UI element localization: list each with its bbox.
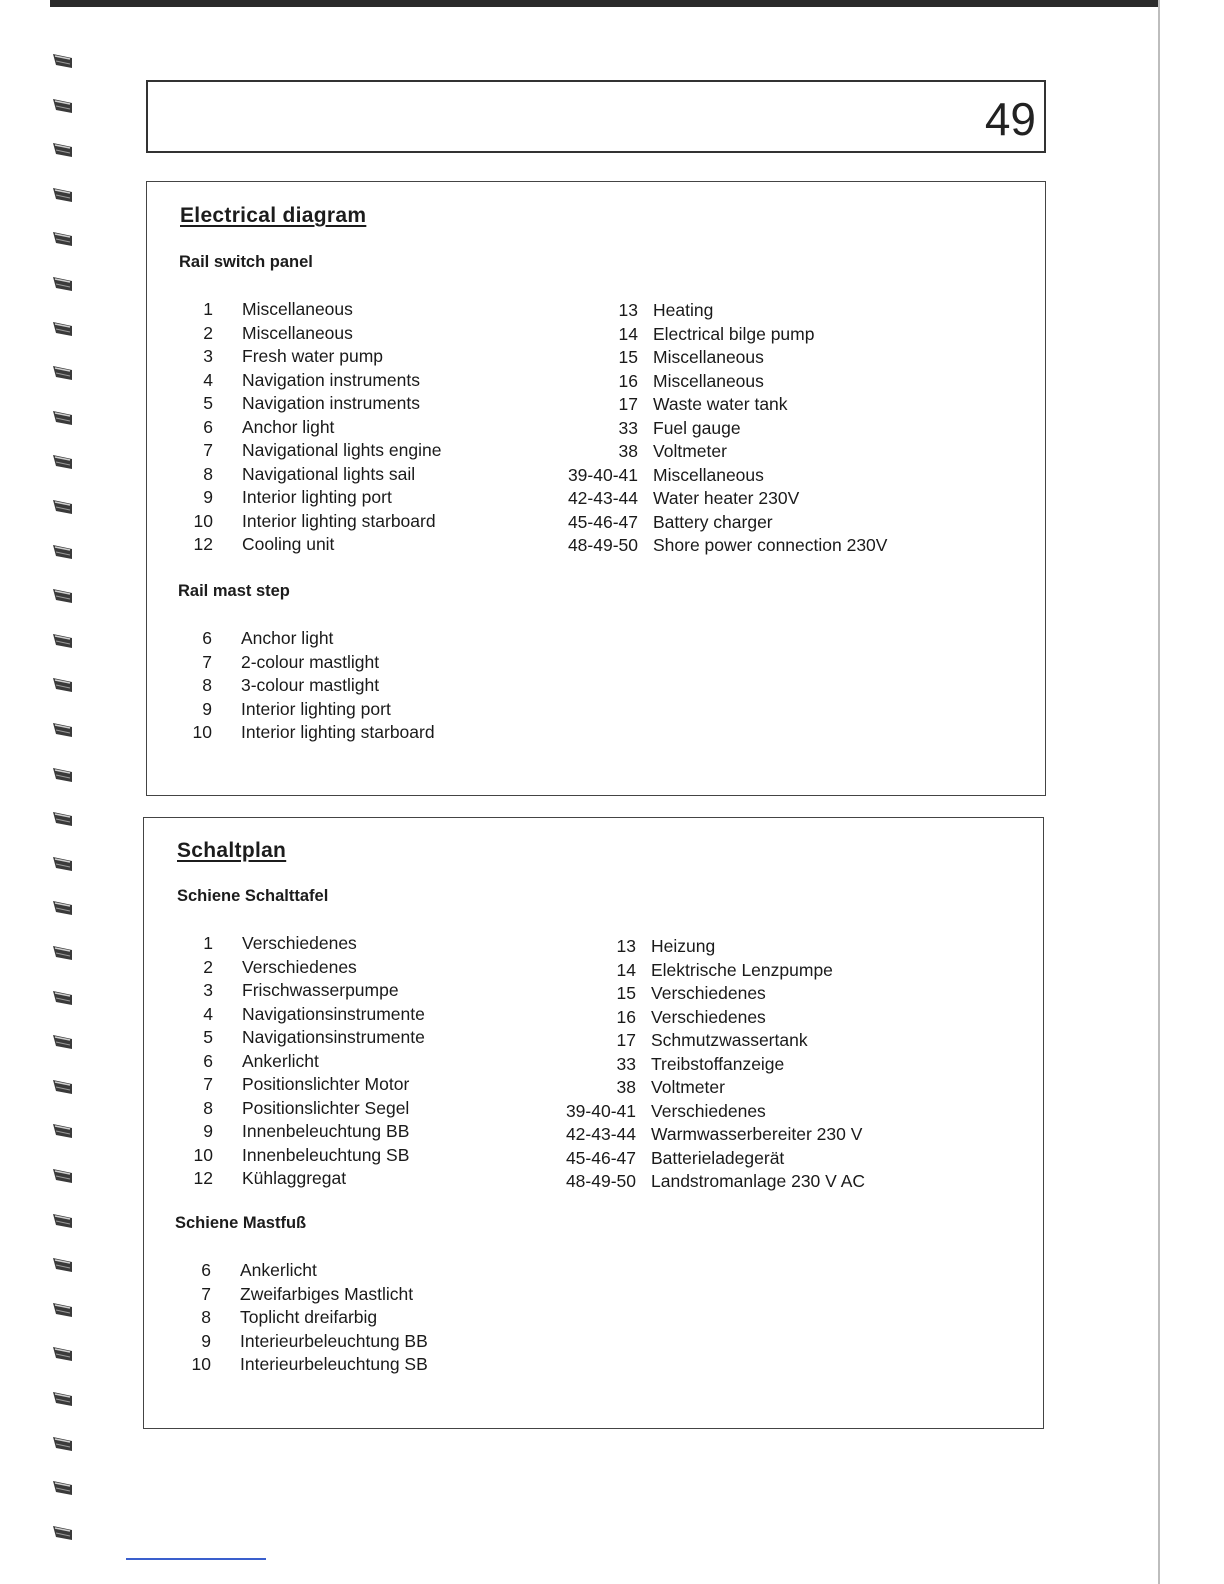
item-label: Miscellaneous [653,370,764,391]
binding-ring-icon [50,808,76,828]
item-label: 3-colour mastlight [241,675,380,695]
item-number: 14 [618,323,638,344]
item-number: 16 [616,1006,636,1027]
binding-ring-icon [50,1299,76,1319]
list-item [189,1073,519,1097]
binding-ring-icon [50,942,76,962]
binding-ring-icon [50,987,76,1007]
item-label: Treibstoffanzeige [651,1053,785,1074]
item-label: Kühlaggregat [242,1168,347,1188]
item-number: 2 [203,956,213,977]
list-item [189,486,519,510]
item-label: Verschiedenes [242,956,357,977]
binding-ring-icon [50,496,76,516]
list-item [555,534,955,558]
item-number: 39-40-41 [567,464,638,485]
binding-ring-icon [50,1165,76,1185]
item-number: 10 [192,722,212,742]
list-item [189,979,519,1003]
item-label: Elektrische Lenzpumpe [651,959,833,980]
item-label: Interior lighting port [241,698,391,719]
item-label: Waste water tank [653,394,788,414]
item-label: Positionslichter Motor [242,1074,410,1094]
list-item [555,440,955,464]
item-number: 33 [616,1053,636,1074]
binding-ring-icon [50,1477,76,1497]
list-item [189,1167,519,1191]
german-panel-heading: Schiene Schalttafel [177,887,329,905]
page-number: 49 [984,93,1036,145]
item-number: 7 [203,1074,213,1094]
binding-ring-icon [50,1254,76,1274]
list-item [555,487,955,511]
item-number: 10 [193,510,213,531]
item-label: Voltmeter [653,441,727,461]
item-label: Heizung [651,936,716,956]
footer-line [126,1558,266,1560]
binding-ring-icon [50,853,76,873]
item-label: Innenbeleuchtung SB [242,1144,410,1165]
item-number: 1 [203,299,213,319]
item-number: 9 [203,1121,213,1141]
item-label: Fuel gauge [653,417,741,438]
german-mast-list [187,1259,517,1377]
list-item [555,464,955,488]
item-number: 7 [201,1283,211,1304]
list-item [189,1050,519,1074]
list-item [555,511,955,535]
list-item [553,1053,953,1077]
page-right-edge [1158,0,1160,1584]
list-item [555,299,955,323]
item-number: 16 [618,370,638,391]
english-mast-list [188,627,518,745]
item-label: Anchor light [241,628,334,648]
item-label: Interior lighting starboard [241,722,435,742]
list-item [189,1097,519,1121]
item-label: Verschiedenes [651,1006,766,1027]
item-label: Interior lighting port [242,487,392,507]
item-number: 7 [202,651,212,672]
list-item [555,417,955,441]
list-item [187,1259,517,1283]
list-item [189,463,519,487]
item-number: 5 [203,393,213,413]
binding-ring-icon [50,1433,76,1453]
german-panel-list-right [553,935,953,1194]
binding-ring-icon [50,1210,76,1230]
binding-ring-icon [50,50,76,70]
list-item [189,1026,519,1050]
item-number: 4 [203,369,213,390]
list-item [189,298,519,322]
item-number: 8 [203,1097,213,1118]
item-number: 45-46-47 [567,511,638,532]
item-label: Fresh water pump [242,346,384,366]
item-label: Heating [653,300,714,320]
list-item [189,439,519,463]
item-label: Water heater 230V [653,488,800,508]
binding-ring-icon [50,541,76,561]
item-label: Battery charger [653,511,773,532]
item-label: Verschiedenes [242,933,357,953]
item-number: 6 [202,628,212,648]
page-header-box [146,80,1046,153]
item-label: Electrical bilge pump [653,323,815,344]
english-panel-heading: Rail switch panel [179,253,313,271]
item-number: 13 [616,936,636,956]
list-item [189,1144,519,1168]
binding-ring-icon [50,228,76,248]
item-number: 3 [203,980,213,1000]
item-label: Voltmeter [651,1077,725,1097]
list-item [555,346,955,370]
item-label: Navigational lights engine [242,440,442,460]
top-edge-bar [50,0,1160,7]
item-number: 8 [203,463,213,484]
item-label: Miscellaneous [653,464,764,485]
list-item [189,369,519,393]
item-label: Zweifarbiges Mastlicht [240,1283,414,1304]
spiral-binding [50,50,80,1560]
list-item [187,1306,517,1330]
list-item [553,1076,953,1100]
item-number: 6 [203,1050,213,1071]
binding-ring-icon [50,674,76,694]
item-number: 7 [203,440,213,460]
binding-ring-icon [50,1076,76,1096]
item-number: 9 [203,487,213,507]
list-item [188,698,518,722]
item-label: Shore power connection 230V [653,535,888,555]
item-label: Verschiedenes [651,983,766,1003]
item-number: 39-40-41 [565,1100,636,1121]
list-item [555,370,955,394]
item-label: Ankerlicht [242,1050,319,1071]
item-label: Toplicht dreifarbig [240,1307,378,1327]
list-item [553,1123,953,1147]
item-label: Innenbeleuchtung BB [242,1121,410,1141]
item-number: 8 [202,675,212,695]
item-label: Warmwasserbereiter 230 V [651,1124,863,1144]
item-label: Landstromanlage 230 V AC [651,1171,866,1191]
list-item [553,1147,953,1171]
item-number: 10 [193,1144,213,1165]
list-item [188,651,518,675]
list-item [187,1353,517,1377]
english-panel-list-right [555,299,955,558]
item-label: Interior lighting starboard [242,510,436,531]
item-number: 14 [616,959,636,980]
item-label: Miscellaneous [242,322,353,343]
item-label: Navigational lights sail [242,463,416,484]
german-mast-heading: Schiene Mastfuß [175,1214,307,1232]
item-number: 45-46-47 [565,1147,636,1168]
list-item [188,721,518,745]
item-number: 13 [618,300,638,320]
item-number: 10 [191,1354,211,1374]
list-item [553,1100,953,1124]
binding-ring-icon [50,139,76,159]
list-item [553,959,953,983]
item-label: Cooling unit [242,534,335,554]
item-label: Navigationsinstrumente [242,1003,425,1024]
item-number: 12 [193,1168,213,1188]
item-label: Interieurbeleuchtung BB [240,1330,428,1351]
list-item [189,533,519,557]
list-item [189,345,519,369]
binding-ring-icon [50,1120,76,1140]
item-number: 4 [203,1003,213,1024]
item-number: 8 [201,1307,211,1327]
list-item [189,510,519,534]
binding-ring-icon [50,1031,76,1051]
list-item [555,323,955,347]
list-item [189,1003,519,1027]
item-number: 17 [618,394,638,414]
item-number: 3 [203,346,213,366]
item-number: 5 [203,1027,213,1047]
item-label: Frischwasserpumpe [242,980,399,1000]
item-number: 9 [201,1330,211,1351]
item-number: 38 [618,441,638,461]
english-section [146,181,1046,796]
list-item [189,322,519,346]
item-number: 6 [203,416,213,437]
item-number: 33 [618,417,638,438]
item-label: Ankerlicht [240,1260,317,1280]
item-number: 17 [616,1030,636,1050]
item-label: Navigationsinstrumente [242,1027,425,1047]
list-item [555,393,955,417]
item-label: 2-colour mastlight [241,651,380,672]
item-label: Positionslichter Segel [242,1097,410,1118]
binding-ring-icon [50,184,76,204]
binding-ring-icon [50,764,76,784]
item-label: Navigation instruments [242,369,420,390]
binding-ring-icon [50,451,76,471]
item-number: 48-49-50 [565,1171,636,1191]
item-number: 48-49-50 [567,535,638,555]
binding-ring-icon [50,719,76,739]
binding-ring-icon [50,1522,76,1542]
list-item [187,1283,517,1307]
item-label: Batterieladegerät [651,1147,785,1168]
item-label: Schmutzwassertank [651,1030,808,1050]
binding-ring-icon [50,630,76,650]
binding-ring-icon [50,362,76,382]
item-label: Verschiedenes [651,1100,766,1121]
item-label: Miscellaneous [242,299,353,319]
item-number: 6 [201,1260,211,1280]
binding-ring-icon [50,407,76,427]
item-number: 42-43-44 [565,1124,636,1144]
list-item [189,932,519,956]
list-item [189,416,519,440]
german-title: Schaltplan [177,839,287,862]
binding-ring-icon [50,585,76,605]
binding-ring-icon [50,1343,76,1363]
binding-ring-icon [50,95,76,115]
list-item [187,1330,517,1354]
binding-ring-icon [50,897,76,917]
english-title: Electrical diagram [180,204,367,227]
item-number: 2 [203,322,213,343]
binding-ring-icon [50,1388,76,1408]
item-number: 9 [202,698,212,719]
item-number: 42-43-44 [567,488,638,508]
item-label: Miscellaneous [653,347,764,367]
item-number: 15 [616,983,636,1003]
german-panel-list-left [189,932,519,1191]
list-item [553,935,953,959]
list-item [553,982,953,1006]
binding-ring-icon [50,318,76,338]
item-label: Navigation instruments [242,393,420,413]
list-item [188,627,518,651]
item-label: Interieurbeleuchtung SB [240,1354,428,1374]
list-item [189,1120,519,1144]
item-label: Anchor light [242,416,335,437]
binding-ring-icon [50,273,76,293]
list-item [553,1029,953,1053]
german-section [143,817,1044,1429]
list-item [189,392,519,416]
list-item [189,956,519,980]
item-number: 12 [193,534,213,554]
english-mast-heading: Rail mast step [178,582,290,600]
item-number: 1 [203,933,213,953]
item-number: 38 [616,1077,636,1097]
list-item [553,1170,953,1194]
list-item [553,1006,953,1030]
item-number: 15 [618,347,638,367]
english-panel-list-left [189,298,519,557]
list-item [188,674,518,698]
